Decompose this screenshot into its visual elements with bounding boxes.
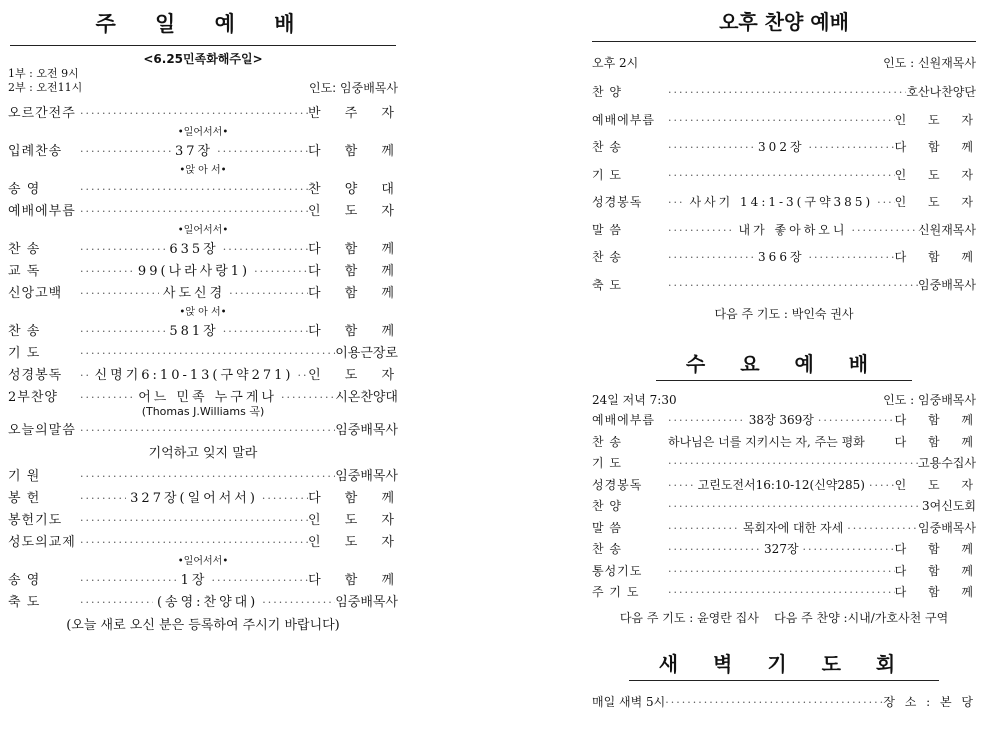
leader-dots xyxy=(668,80,906,107)
order-item-person: 이용근장로 xyxy=(335,346,398,361)
order-item-label: 송 영 xyxy=(8,573,41,588)
order-item-person: 다 함 께 xyxy=(308,242,405,257)
afternoon-item xyxy=(592,244,982,272)
afternoon-item xyxy=(592,107,982,135)
leader-dots xyxy=(852,218,919,245)
afternoon-item-label: 성경봉독 xyxy=(592,195,643,209)
order-item xyxy=(8,592,398,614)
leader-dots xyxy=(668,475,694,497)
afternoon-item-label: 찬 양 xyxy=(592,85,622,99)
dawn-place: 장 소 : 본 당 xyxy=(883,694,976,709)
afternoon-item-label: 예배에부름 xyxy=(592,112,655,127)
order-item-person: 인 도 자 xyxy=(308,513,404,528)
order-item-detail: 어느 민족 누구게나 xyxy=(138,390,277,405)
wednesday-item-person: 인 도 자 xyxy=(894,477,983,492)
order-item xyxy=(8,488,405,510)
afternoon-item-person: 인 도 자 xyxy=(894,167,982,182)
leader-dots xyxy=(80,283,159,305)
afternoon-item xyxy=(592,79,976,107)
afternoon-service-title: 오후 찬양 예배 xyxy=(592,6,976,42)
order-item-label: 오늘의말씀 xyxy=(8,423,76,438)
leader-dots xyxy=(217,141,308,163)
afternoon-item-person: 다 함 께 xyxy=(894,250,982,264)
wednesday-time: 24일 저녁 7:30 xyxy=(592,393,677,407)
order-item-label: 성경봉독 xyxy=(8,368,63,383)
afternoon-item xyxy=(592,272,976,300)
order-item xyxy=(8,283,404,305)
leader-dots xyxy=(229,283,308,305)
order-item-detail: 1장 xyxy=(180,573,208,588)
wednesday-item-detail: 327장 xyxy=(764,542,799,556)
leader-dots xyxy=(80,365,91,387)
leader-dots xyxy=(668,518,739,540)
order-item-person: 임중배목사 xyxy=(335,423,398,438)
wednesday-item-label: 찬 양 xyxy=(592,499,622,513)
wednesday-item-person: 임중배목사 xyxy=(918,520,976,535)
sermon-title: 기억하고 잊지 말라 xyxy=(148,446,258,461)
order-item-detail: 635장 xyxy=(169,242,219,257)
order-item-label: 찬 송 xyxy=(8,324,41,339)
wednesday-item-label: 주 기 도 xyxy=(592,585,640,599)
right-column xyxy=(592,6,983,710)
leader-dots xyxy=(80,592,153,614)
wednesday-item-person: 다 함 께 xyxy=(894,585,982,599)
service-time-1: 1부 : 오전 9시 xyxy=(8,67,79,80)
order-item xyxy=(8,179,404,201)
leader-dots xyxy=(668,108,895,135)
wednesday-item-label: 예배에부름 xyxy=(592,413,655,427)
order-item-person: 다 함 께 xyxy=(308,286,404,301)
order-item-person: 임중배목사 xyxy=(335,469,398,484)
afternoon-item-person: 다 함 께 xyxy=(894,140,982,154)
leader-dots xyxy=(297,365,308,387)
order-item-person: 인 도 자 xyxy=(308,204,404,219)
order-item-detail: 사도신경 xyxy=(162,286,226,301)
leader-dots xyxy=(809,245,895,272)
posture-note: •앉 아 서• xyxy=(179,165,227,176)
leader-dots xyxy=(668,410,745,432)
order-item-label: 오르간전주 xyxy=(8,106,76,121)
order-item xyxy=(8,103,404,125)
leader-dots xyxy=(668,218,735,245)
afternoon-item-label: 기 도 xyxy=(592,167,622,182)
afternoon-time: 오후 2시 xyxy=(592,56,639,70)
order-item-person: 다 함 께 xyxy=(308,264,404,279)
order-item-person: 시온찬양대 xyxy=(335,390,398,405)
wednesday-item-person: 고용수집사 xyxy=(918,456,976,470)
sermon-title: (오늘 새로 오신 분은 등록하여 주시기 바랍니다) xyxy=(66,618,340,633)
posture-note: •일어서서• xyxy=(177,225,229,236)
wednesday-order-list xyxy=(592,410,983,604)
order-item-detail: 37장 xyxy=(174,144,214,159)
order-item xyxy=(8,532,404,554)
wednesday-item-detail: 하나님은 너를 지키시는 자, 주는 평화 xyxy=(668,434,865,449)
order-item-person: 다 함 께 xyxy=(308,573,405,588)
leader-dots xyxy=(80,103,308,125)
leader-dots xyxy=(668,273,918,300)
leader-dots xyxy=(803,539,895,561)
order-item-label: 봉헌기도 xyxy=(8,513,63,528)
wednesday-time-row xyxy=(592,391,976,408)
afternoon-item-label: 찬 송 xyxy=(592,250,622,264)
leader-dots xyxy=(668,561,895,583)
afternoon-item-detail: 사사기 14:1-3(구약385) xyxy=(689,195,874,209)
leader-dots xyxy=(80,570,177,592)
leader-dots xyxy=(809,135,895,162)
leader-dots xyxy=(80,201,308,223)
leader-dots xyxy=(211,570,308,592)
leader-dots xyxy=(80,532,308,554)
wednesday-item-person: 다 함 께 xyxy=(894,542,982,556)
leader-dots xyxy=(80,141,171,163)
posture-note: •앉 아 서• xyxy=(179,307,227,318)
wednesday-item-detail: 고린도전서16:10-12(신약285) xyxy=(697,477,865,492)
leader-dots xyxy=(668,135,754,162)
leader-dots xyxy=(80,239,165,261)
wednesday-item-person: 다 함 께 xyxy=(894,413,982,427)
wednesday-item-label: 찬 송 xyxy=(592,434,622,449)
leader-dots xyxy=(668,163,895,190)
order-item-person: 찬 양 대 xyxy=(308,182,404,197)
leader-dots xyxy=(668,539,760,561)
dawn-time: 매일 새벽 5시 xyxy=(592,694,666,709)
wednesday-item xyxy=(592,496,976,518)
leader-dots xyxy=(254,261,308,283)
leader-dots xyxy=(80,420,335,442)
order-item-person: 다 함 께 xyxy=(308,491,405,506)
wednesday-item-person: 다 함 께 xyxy=(894,563,982,578)
leader-dots xyxy=(223,239,308,261)
sunday-order-list xyxy=(8,103,405,638)
leader-dots xyxy=(262,488,308,510)
wednesday-item-label: 찬 송 xyxy=(592,542,622,556)
leader-dots xyxy=(869,475,895,497)
leader-dots xyxy=(668,496,922,518)
order-item-label: 입례찬송 xyxy=(8,144,63,159)
wednesday-item xyxy=(592,518,976,540)
order-item xyxy=(8,420,398,442)
order-item-person: 인 도 자 xyxy=(308,535,404,550)
wednesday-leader: 인도 : 임중배목사 xyxy=(883,393,976,407)
order-item-person: 임중배목사 xyxy=(335,595,398,610)
order-item-label: 2부찬양 xyxy=(8,390,58,405)
order-item-label: 신앙고백 xyxy=(8,286,63,301)
dawn-prayer-row xyxy=(592,693,976,710)
wednesday-item xyxy=(592,432,982,454)
wednesday-item xyxy=(592,475,983,497)
wednesday-item-label: 통성기도 xyxy=(592,563,643,578)
order-item-detail: 신명기6:10-13(구약271) xyxy=(94,368,294,383)
order-item-label: 축 도 xyxy=(8,595,41,610)
afternoon-item xyxy=(592,189,982,217)
leader-dots xyxy=(80,488,126,510)
leader-dots xyxy=(80,387,134,409)
wednesday-item xyxy=(592,453,976,475)
leader-dots xyxy=(80,343,335,365)
afternoon-item-person: 호산나찬양단 xyxy=(906,85,976,99)
posture-note: •일어서서• xyxy=(177,556,229,567)
wednesday-item xyxy=(592,410,982,432)
sunday-leader: 인도: 임중배목사 xyxy=(308,81,398,95)
order-item-label: 찬 송 xyxy=(8,242,41,257)
afternoon-leader: 인도 : 신원재목사 xyxy=(883,56,976,70)
order-item xyxy=(8,201,404,223)
order-item xyxy=(8,321,405,343)
leader-dots xyxy=(80,466,335,488)
afternoon-item-detail: 366장 xyxy=(758,250,805,264)
leader-dots xyxy=(668,453,918,475)
order-item xyxy=(8,466,398,488)
afternoon-item-person: 신원재목사 xyxy=(918,222,976,237)
posture-note: •일어서서• xyxy=(177,127,229,138)
afternoon-item xyxy=(592,134,982,162)
leader-dots xyxy=(668,582,895,604)
order-item-label: 기 원 xyxy=(8,469,41,484)
order-item-label: 송 영 xyxy=(8,182,41,197)
order-item xyxy=(8,261,404,283)
wednesday-item-person: 3여신도회 xyxy=(921,499,976,513)
afternoon-order-list xyxy=(592,79,982,299)
leader-dots xyxy=(847,518,918,540)
order-item xyxy=(8,343,398,365)
wednesday-item-detail: 38장 369장 xyxy=(748,413,814,427)
leader-dots xyxy=(223,321,308,343)
order-item-label: 교 독 xyxy=(8,264,41,279)
wednesday-next-line: 다음 주 기도 : 윤영란 집사 다음 주 찬양 :시내/가호사천 구역 xyxy=(619,610,949,625)
afternoon-time-row xyxy=(592,54,976,71)
afternoon-item-person: 인 도 자 xyxy=(894,112,982,127)
order-item-person: 다 함 께 xyxy=(308,324,405,339)
sunday-subtitle: <6.25민족화해주일> xyxy=(143,52,263,66)
order-item xyxy=(8,141,404,163)
leader-dots xyxy=(80,179,308,201)
order-item-label: 성도의교제 xyxy=(8,535,76,550)
order-item xyxy=(8,510,404,532)
order-item-label: 예배에부름 xyxy=(8,204,76,219)
order-item-detail: 327장(일어서서) xyxy=(130,491,258,506)
order-item-person: 반 주 자 xyxy=(308,106,404,121)
order-item-person: 인 도 자 xyxy=(308,368,405,383)
order-item-detail: 581장 xyxy=(169,324,219,339)
afternoon-item-person: 임중배목사 xyxy=(918,277,976,292)
wednesday-service-title: 수 요 예 배 xyxy=(592,348,976,381)
order-item-detail: (송영:찬양대) xyxy=(156,595,259,610)
sunday-service-title: 주 일 예 배 xyxy=(10,6,396,46)
afternoon-item-label: 찬 송 xyxy=(592,140,622,154)
afternoon-item-detail: 내가 좋아하오니 xyxy=(738,222,848,237)
afternoon-item-label: 말 씀 xyxy=(592,222,622,237)
leader-dots xyxy=(80,261,134,283)
wednesday-item-detail: 목회자에 대한 자세 xyxy=(742,520,844,535)
afternoon-item xyxy=(592,162,982,190)
leader-dots xyxy=(668,190,685,217)
service-time-2: 2부 : 오전11시 인도: 임중배목사 xyxy=(8,81,398,95)
leader-dots xyxy=(80,321,165,343)
sunday-service-column xyxy=(8,6,405,638)
leader-dots xyxy=(281,387,335,409)
order-item-person: 다 함 께 xyxy=(308,144,404,159)
order-item xyxy=(8,570,405,592)
dawn-prayer-title: 새 벽 기 도 회 xyxy=(592,648,976,681)
wednesday-item xyxy=(592,561,982,583)
leader-dots xyxy=(262,592,335,614)
order-item-label: 기 도 xyxy=(8,346,41,361)
order-item-detail: 99(나라사랑1) xyxy=(137,264,251,279)
order-item xyxy=(8,365,405,387)
afternoon-item xyxy=(592,217,976,245)
composer-credit: (Thomas J.Williams 곡) xyxy=(141,405,265,418)
afternoon-item-person: 인 도 자 xyxy=(894,195,982,209)
wednesday-item-label: 기 도 xyxy=(592,456,622,470)
leader-dots xyxy=(877,190,894,217)
afternoon-next-prayer: 다음 주 기도 : 박인숙 권사 xyxy=(714,307,854,321)
afternoon-item-detail: 302장 xyxy=(758,140,805,154)
leader-dots xyxy=(818,410,895,432)
afternoon-item-label: 축 도 xyxy=(592,277,622,292)
leader-dots xyxy=(668,245,754,272)
wednesday-item-person: 다 함 께 xyxy=(894,434,982,449)
order-item-label: 봉 헌 xyxy=(8,491,41,506)
order-item xyxy=(8,239,405,261)
wednesday-item-label: 성경봉독 xyxy=(592,477,643,492)
wednesday-item-label: 말 씀 xyxy=(592,520,622,535)
wednesday-item xyxy=(592,539,982,561)
leader-dots xyxy=(80,510,308,532)
wednesday-item xyxy=(592,582,982,604)
